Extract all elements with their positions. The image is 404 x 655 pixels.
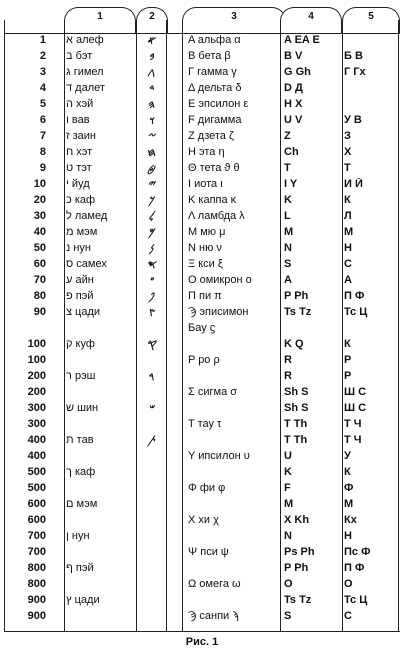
cell-grk: Υ ипсилон υ <box>188 450 250 462</box>
column-header-2: 2 <box>136 7 168 34</box>
cell-lat: B V <box>284 50 303 62</box>
cell-grk: Ζ дзета ζ <box>188 130 234 142</box>
table-row <box>4 258 400 271</box>
cell-glyph: 𐤈 <box>147 162 155 175</box>
cell-grk: Ν ню ν <box>188 242 222 254</box>
table-row <box>4 34 400 47</box>
cell-lat: K Q <box>284 338 304 350</box>
cell-lat: T Th <box>284 418 308 430</box>
cell-num: 60 <box>33 258 46 270</box>
table-row <box>4 162 400 175</box>
cell-lat: T <box>284 162 291 174</box>
cell-glyph: 𐤓 <box>147 370 155 383</box>
alphabet-table <box>4 6 400 632</box>
cell-lat: Ts Tz <box>284 306 312 318</box>
cell-lat: R <box>284 370 292 382</box>
cell-heb: ה хэй <box>66 98 94 110</box>
cell-num: 20 <box>33 194 46 206</box>
cell-glyph: 𐤌 <box>147 226 155 239</box>
column-header-5: 5 <box>342 7 400 34</box>
cell-num: 400 <box>27 434 46 446</box>
cell-grk: Α альфа α <box>188 34 241 46</box>
cell-heb: ת тав <box>66 434 94 446</box>
cell-num: 600 <box>27 514 46 526</box>
column-header-4: 4 <box>280 7 342 34</box>
cell-glyph: 𐤎 <box>146 258 156 271</box>
cell-lat: R <box>284 354 292 366</box>
table-row <box>4 514 400 527</box>
cell-lat: X Kh <box>284 514 310 526</box>
cell-num: 40 <box>33 226 46 238</box>
cell-num: 30 <box>33 210 46 222</box>
cell-num: 50 <box>33 242 46 254</box>
cell-lat: S <box>284 258 292 270</box>
table-row <box>4 50 400 63</box>
cell-grk: Ϝ дигамма <box>188 114 242 126</box>
cell-grk: Η эта η <box>188 146 225 158</box>
cell-glyph: 𐤐 <box>148 290 154 303</box>
table-row <box>4 226 400 239</box>
cell-lat: F <box>284 482 291 494</box>
cell-heb: ף пэй <box>66 562 94 574</box>
cell-num: 6 <box>39 114 46 126</box>
table-row <box>4 130 400 143</box>
cell-grk: Χ хи χ <box>188 514 219 526</box>
table-row <box>4 450 400 463</box>
cell-grk: Φ фи φ <box>188 482 226 494</box>
table-row <box>4 194 400 207</box>
cell-grk: Κ каппа κ <box>188 194 237 206</box>
cell-cyr: Ф <box>344 482 354 494</box>
cell-grk: Β бета β <box>188 50 231 62</box>
table-row <box>4 386 400 399</box>
cell-cyr: Л <box>344 210 352 222</box>
cell-lat: P Ph <box>284 562 309 574</box>
cell-grk: Ο омикрон ο <box>188 274 252 286</box>
table-row <box>4 594 400 607</box>
cell-heb: ך каф <box>66 466 96 478</box>
column-header-3: 3 <box>182 7 286 34</box>
cell-num: 8 <box>39 146 46 158</box>
cell-num: 2 <box>39 50 46 62</box>
table-row <box>4 98 400 111</box>
cell-num: 900 <box>27 594 46 606</box>
cell-cyr: Б В <box>344 50 363 62</box>
table-row <box>4 210 400 223</box>
cell-num: 800 <box>27 562 46 574</box>
cell-glyph: 𐤄 <box>147 98 155 111</box>
cell-grk: Бау ϛ <box>188 322 216 334</box>
cell-lat: L <box>284 210 291 222</box>
cell-num: 100 <box>27 354 46 366</box>
table-row <box>4 146 400 159</box>
table-row <box>4 82 400 95</box>
cell-cyr: Кх <box>344 514 357 526</box>
cell-heb: ק куф <box>66 338 95 350</box>
table-row <box>4 354 400 367</box>
cell-grk: Ω омега ω <box>188 578 241 590</box>
cell-cyr: У <box>344 450 351 462</box>
cell-heb: ש шин <box>66 402 99 414</box>
cell-glyph: 𐤂 <box>147 66 155 79</box>
cell-cyr: П Ф <box>344 290 365 302</box>
cell-grk: Ψ пси ψ <box>188 546 229 558</box>
cell-num: 3 <box>39 66 46 78</box>
cell-num: 900 <box>27 610 46 622</box>
cell-num: 7 <box>39 130 46 142</box>
cell-cyr: Т Ч <box>344 434 362 446</box>
cell-heb: מ мэм <box>66 226 98 238</box>
table-row <box>4 530 400 543</box>
cell-grk: Ϡ эписимон <box>188 306 249 318</box>
cell-cyr: С <box>344 610 352 622</box>
cell-lat: A <box>284 274 292 286</box>
table-row <box>4 306 400 319</box>
cell-lat: Ts Tz <box>284 594 312 606</box>
cell-lat: I Y <box>284 178 298 190</box>
cell-cyr: У В <box>344 114 362 126</box>
cell-heb: ם мэм <box>66 498 98 510</box>
cell-glyph: 𐤍 <box>148 242 154 255</box>
cell-lat: M <box>284 498 294 510</box>
cell-heb: ס самех <box>66 258 107 270</box>
cell-heb: ט тэт <box>66 162 92 174</box>
cell-glyph: 𐤋 <box>148 210 154 223</box>
cell-grk: Γ гамма γ <box>188 66 237 78</box>
cell-glyph: 𐤉 <box>147 178 155 191</box>
cell-num: 600 <box>27 498 46 510</box>
cell-glyph: 𐤔 <box>148 402 154 415</box>
cell-grk: Ϡ санпи ϡ <box>188 610 239 622</box>
cell-heb: ג гимел <box>66 66 104 78</box>
cell-cyr: Г Гх <box>344 66 366 78</box>
cell-grk: Π пи π <box>188 290 222 302</box>
cell-cyr: К <box>344 466 351 478</box>
cell-cyr: Х <box>344 146 352 158</box>
cell-lat: P Ph <box>284 290 309 302</box>
cell-glyph: 𐤇 <box>146 146 156 159</box>
column-header-1: 1 <box>64 7 136 34</box>
cell-heb: פ пэй <box>66 290 94 302</box>
cell-num: 700 <box>27 530 46 542</box>
cell-cyr: Тс Ц <box>344 306 368 318</box>
cell-cyr: К <box>344 338 351 350</box>
table-row <box>4 578 400 591</box>
cell-cyr: Р <box>344 354 352 366</box>
cell-num: 1 <box>39 34 46 46</box>
table-row <box>4 114 400 127</box>
cell-num: 100 <box>27 338 46 350</box>
table-row <box>4 482 400 495</box>
cell-num: 70 <box>33 274 46 286</box>
cell-lat: Ps Ph <box>284 546 315 558</box>
cell-num: 700 <box>27 546 46 558</box>
cell-lat: Ch <box>284 146 299 158</box>
cell-heb: ע айн <box>66 274 94 286</box>
cell-grk: Ρ ро ρ <box>188 354 220 366</box>
cell-lat: Sh S <box>284 402 309 414</box>
cell-lat: A EA E <box>284 34 320 46</box>
cell-heb: ן нун <box>66 530 90 542</box>
cell-heb: ד далет <box>66 82 105 94</box>
cell-glyph: 𐤕 <box>147 434 155 447</box>
cell-cyr: Ш С <box>344 386 367 398</box>
table-row <box>4 66 400 79</box>
cell-heb: כ каф <box>66 194 96 206</box>
cell-cyr: Н <box>344 530 352 542</box>
cell-glyph: 𐤀 <box>146 34 156 47</box>
table-row <box>4 562 400 575</box>
cell-num: 400 <box>27 450 46 462</box>
cell-lat: Sh S <box>284 386 309 398</box>
cell-lat: N <box>284 242 292 254</box>
cell-glyph: 𐤏 <box>148 274 154 287</box>
cell-lat: H X <box>284 98 303 110</box>
cell-num: 9 <box>39 162 46 174</box>
cell-heb: ח хэт <box>66 146 93 158</box>
cell-grk: Ε эпсилон ε <box>188 98 249 110</box>
cell-grk: Δ дельта δ <box>188 82 242 94</box>
cell-cyr: О <box>344 578 353 590</box>
cell-lat: D Д <box>284 82 303 94</box>
cell-glyph: 𐤁 <box>148 50 154 63</box>
cell-grk: Μ мю μ <box>188 226 226 238</box>
cell-cyr: М <box>344 498 354 510</box>
cell-lat: K <box>284 466 292 478</box>
table-row <box>4 242 400 255</box>
table-row <box>4 402 400 415</box>
cell-lat: U <box>284 450 292 462</box>
cell-lat: M <box>284 226 294 238</box>
table-row <box>4 466 400 479</box>
cell-num: 4 <box>39 82 46 94</box>
cell-cyr: Тс Ц <box>344 594 368 606</box>
table-row <box>4 434 400 447</box>
cell-num: 80 <box>33 290 46 302</box>
cell-heb: י йуд <box>66 178 90 190</box>
cell-grk: Ξ кси ξ <box>188 258 223 270</box>
cell-lat: G Gh <box>284 66 311 78</box>
cell-lat: S <box>284 610 292 622</box>
table-row <box>4 322 400 335</box>
cell-num: 5 <box>39 98 46 110</box>
cell-num: 300 <box>27 402 46 414</box>
cell-heb: ץ цади <box>66 594 100 606</box>
cell-cyr: С <box>344 258 352 270</box>
cell-grk: Θ тета ϑ θ <box>188 162 240 174</box>
table-row <box>4 274 400 287</box>
table-row <box>4 178 400 191</box>
table-row <box>4 418 400 431</box>
cell-grk: Ι иота ι <box>188 178 223 190</box>
table-row <box>4 338 400 351</box>
cell-grk: Λ ламбда λ <box>188 210 245 222</box>
cell-cyr: Ш С <box>344 402 367 414</box>
cell-lat: K <box>284 194 292 206</box>
cell-cyr: Н <box>344 242 352 254</box>
figure-caption: Рис. 1 <box>185 636 219 648</box>
cell-glyph: 𐤒 <box>146 338 156 351</box>
cell-cyr: М <box>344 226 354 238</box>
table-row <box>4 610 400 623</box>
cell-cyr: Т Ч <box>344 418 362 430</box>
cell-num: 90 <box>33 306 46 318</box>
cell-cyr: Пс Ф <box>344 546 371 558</box>
cell-glyph: 𐤃 <box>148 82 154 95</box>
cell-heb: א алеф <box>66 34 104 46</box>
table-row <box>4 370 400 383</box>
cell-heb: ז заин <box>66 130 96 142</box>
cell-glyph: 𐤅 <box>148 114 154 127</box>
cell-lat: N <box>284 530 292 542</box>
cell-cyr: П Ф <box>344 562 365 574</box>
cell-cyr: Р <box>344 370 352 382</box>
cell-heb: ר рэш <box>66 370 96 382</box>
cell-num: 200 <box>27 386 46 398</box>
cell-heb: נ нун <box>66 242 91 254</box>
cell-grk: Σ сигма σ <box>188 386 238 398</box>
cell-num: 10 <box>33 178 46 190</box>
cell-cyr: К <box>344 194 351 206</box>
cell-cyr: Т <box>344 162 351 174</box>
cell-lat: O <box>284 578 293 590</box>
cell-heb: ו вав <box>66 114 90 126</box>
cell-lat: U V <box>284 114 303 126</box>
cell-heb: ב бэт <box>66 50 93 62</box>
cell-glyph: 𐤊 <box>148 194 154 207</box>
cell-num: 500 <box>27 482 46 494</box>
cell-grk: Τ тау τ <box>188 418 222 430</box>
cell-glyph: 𐤆 <box>147 130 155 143</box>
cell-cyr: А <box>344 274 352 286</box>
cell-lat: T Th <box>284 434 308 446</box>
cell-num: 800 <box>27 578 46 590</box>
cell-cyr: И Й <box>344 178 363 190</box>
cell-heb: צ цади <box>66 306 101 318</box>
cell-heb: ל ламед <box>66 210 108 222</box>
cell-lat: Z <box>284 130 291 142</box>
cell-num: 200 <box>27 370 46 382</box>
table-row <box>4 498 400 511</box>
cell-num: 300 <box>27 418 46 430</box>
cell-num: 500 <box>27 466 46 478</box>
table-row <box>4 546 400 559</box>
cell-cyr: З <box>344 130 351 142</box>
cell-glyph: 𐤑 <box>147 306 155 319</box>
table-row <box>4 290 400 303</box>
